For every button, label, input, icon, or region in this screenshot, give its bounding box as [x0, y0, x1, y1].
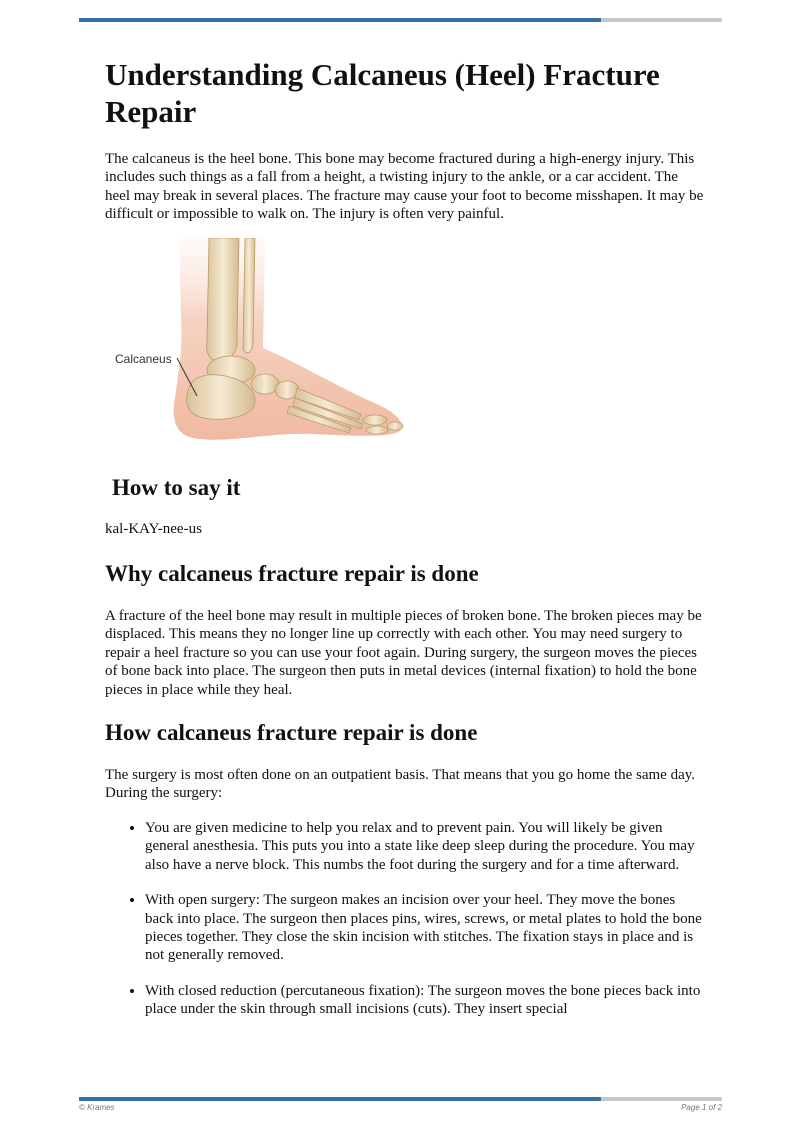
procedure-steps-list	[105, 819, 705, 1019]
header-progress-bar	[79, 18, 722, 22]
figure-label-calcaneus: Calcaneus	[115, 351, 172, 366]
list-item: • With open surgery: The surgeon makes an incision over your heel. They move the bones back into place. The surgeon then places pins, wires, screws, or metal plates to hold the bone pieces together. They close the skin incision with stitches. The fixation stays in place and is not generally removed.	[145, 891, 705, 965]
page-title: Understanding Calcaneus (Heel) Fracture Repair	[105, 57, 660, 129]
header-progress-fill	[79, 18, 601, 22]
how-paragraph: The surgery is most often done on an outpatient basis. That means that you go home the same day. During the surgery:	[105, 767, 696, 802]
intro-paragraph: The calcaneus is the heel bone. This bone may become fractured during a high-energy injury. This includes such things as a fall from a height, a twisting injury to the ankle, or a car accident. The heel may break in several places. The fracture may cause your foot to become misshapen. It may be difficult or impossible to walk on. The injury is often very painful.	[105, 151, 704, 223]
footer-progress-fill	[79, 1097, 601, 1101]
footer-page-number: Page 1 of 2	[681, 1103, 722, 1112]
section-heading-why: Why calcaneus fracture repair is done	[105, 561, 479, 587]
section-heading-how: How calcaneus fracture repair is done	[105, 720, 478, 746]
footer-copyright: © Krames	[79, 1103, 115, 1112]
foot-illustration	[113, 238, 413, 452]
foot-skeleton-image	[113, 238, 413, 452]
footer-progress-bar	[79, 1097, 722, 1101]
why-paragraph: A fracture of the heel bone may result in multiple pieces of broken bone. The broken pieces may be displaced. This means they no longer line up correctly with each other. You may need surgery to repair a heel fracture so you can use your foot again. During surgery, the surgeon moves the pieces of bone back into place. The surgeon then puts in metal devices (internal fixation) to hold the bone pieces in place while they heal.	[105, 608, 702, 698]
list-item: • With closed reduction (percutaneous fixation): The surgeon moves the bone pieces back into place under the skin through small incisions (cuts). They insert special	[145, 982, 705, 1019]
section-heading-how-to-say: How to say it	[112, 474, 241, 500]
pronunciation-text: kal-KAY-nee-us	[105, 520, 202, 537]
list-item: • You are given medicine to help you relax and to prevent pain. You will likely be given general anesthesia. This puts you into a state like deep sleep during the procedure. You may also have a nerve block. This numbs the foot during the surgery and for a time afterward.	[145, 819, 705, 874]
document-body	[105, 56, 705, 1036]
